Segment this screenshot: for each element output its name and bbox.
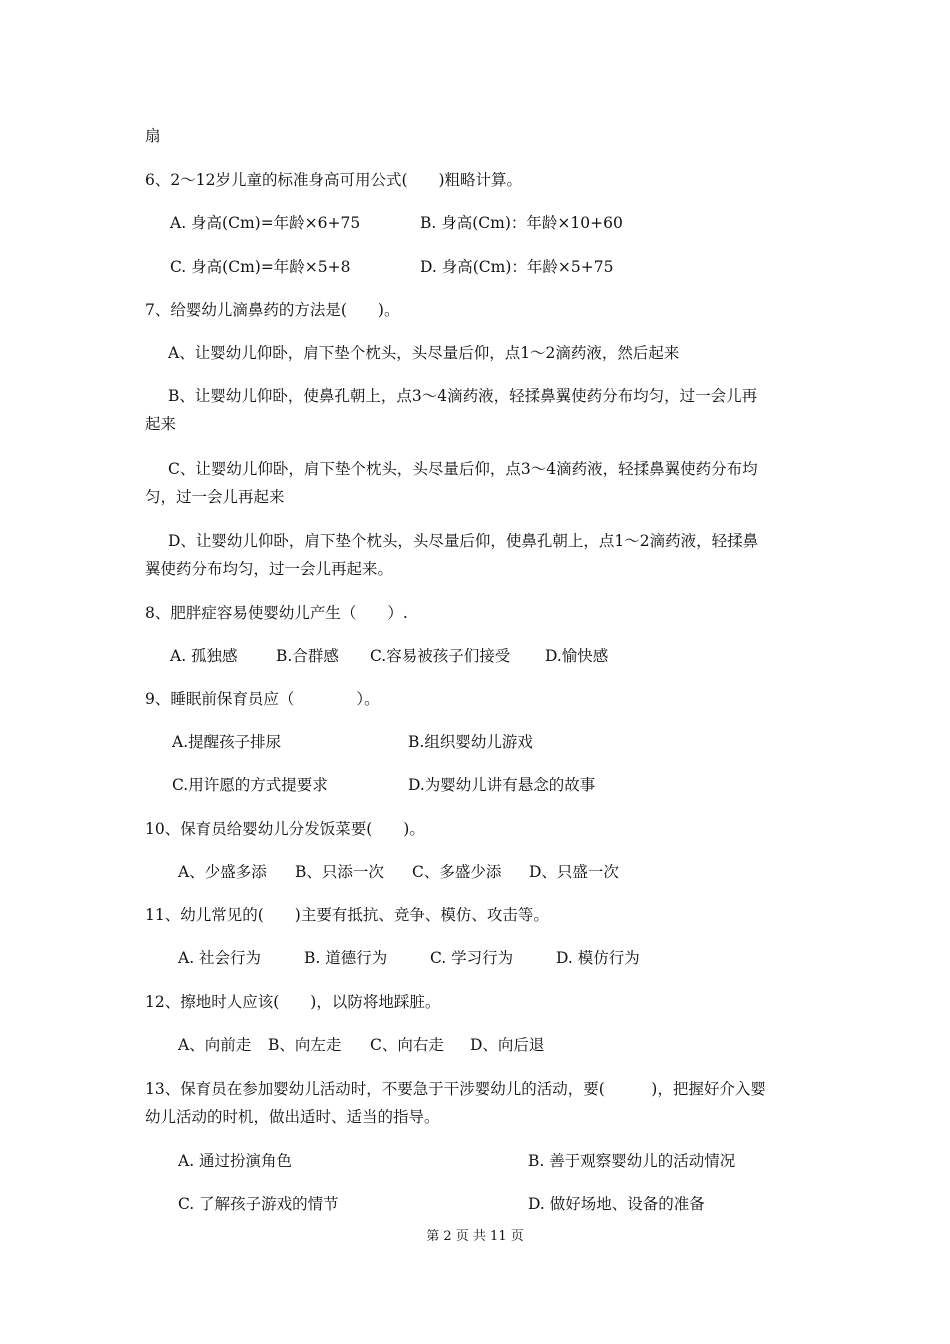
q7-option-a: A、让婴幼儿仰卧，肩下垫个枕头，头尽量后仰，点1～2滴药液，然后起来 (168, 344, 680, 362)
page-number: 第 2 页 共 11 页 (426, 1229, 524, 1244)
q6-option-d: D. 身高(Cm)：年龄×5+75 (420, 258, 614, 276)
q12-option-a: A、向前走 (178, 1036, 252, 1054)
q11-option-c: C. 学习行为 (430, 949, 514, 967)
question-12: 12、擦地时人应该( )，以防将地踩脏。 (145, 993, 441, 1011)
question-11: 11、幼儿常见的( )主要有抵抗、竞争、模仿、攻击等。 (145, 906, 549, 924)
q7-option-b: B、让婴幼儿仰卧，使鼻孔朝上，点3～4滴药液，轻揉鼻翼使药分布均匀，过一会儿再 (168, 387, 758, 405)
q12-option-c: C、向右走 (370, 1036, 444, 1054)
question-7: 7、给婴幼儿滴鼻药的方法是( )。 (145, 301, 400, 319)
q8-option-b: B.合群感 (276, 647, 339, 665)
q10-option-c: C、多盛少添 (412, 863, 502, 881)
q12-option-d: D、向后退 (470, 1036, 545, 1054)
question-6: 6、2～12岁儿童的标准身高可用公式( )粗略计算。 (145, 171, 523, 189)
q9-option-d: D.为婴幼儿讲有悬念的故事 (408, 776, 596, 794)
q9-option-a: A.提醒孩子排尿 (172, 733, 282, 751)
q11-option-d: D. 模仿行为 (556, 949, 640, 967)
q13-option-d: D. 做好场地、设备的准备 (528, 1195, 705, 1213)
q10-option-a: A、少盛多添 (178, 863, 267, 881)
q13-option-c: C. 了解孩子游戏的情节 (178, 1195, 339, 1213)
q13-option-b: B. 善于观察婴幼儿的活动情况 (528, 1152, 736, 1170)
q11-option-a: A. 社会行为 (178, 949, 262, 967)
q7-option-c-cont: 匀，过一会儿再起来 (145, 488, 285, 506)
question-10: 10、保育员给婴幼儿分发饭菜要( )。 (145, 820, 425, 838)
question-13-cont: 幼儿活动的时机，做出适时、适当的指导。 (145, 1108, 440, 1126)
q9-option-b: B.组织婴幼儿游戏 (408, 733, 533, 751)
q12-option-b: B、向左走 (268, 1036, 342, 1054)
q7-option-c: C、让婴幼儿仰卧，肩下垫个枕头，头尽量后仰，点3～4滴药液，轻揉鼻翼使药分布均 (168, 460, 758, 478)
q7-option-d-cont: 翼使药分布均匀，过一会儿再起来。 (145, 560, 394, 578)
q10-option-d: D、只盛一次 (529, 863, 619, 881)
q8-option-a: A. 孤独感 (170, 647, 238, 665)
q7-option-d: D、让婴幼儿仰卧，肩下垫个枕头，头尽量后仰，使鼻孔朝上，点1～2滴药液，轻揉鼻 (168, 532, 759, 550)
q6-option-c: C. 身高(Cm)=年龄×5+8 (170, 258, 351, 276)
question-13: 13、保育员在参加婴幼儿活动时，不要急于干涉婴幼儿的活动，要( )，把握好介入婴 (145, 1080, 766, 1098)
q11-option-b: B. 道德行为 (304, 949, 388, 967)
q7-option-b-cont: 起来 (145, 415, 177, 433)
question-9: 9、睡眠前保育员应（ ）。 (145, 690, 380, 708)
question-8: 8、肥胖症容易使婴幼儿产生（ ）. (145, 604, 408, 622)
q8-option-d: D.愉快感 (545, 647, 609, 665)
q13-option-a: A. 通过扮演角色 (178, 1152, 293, 1170)
q10-option-b: B、只添一次 (295, 863, 384, 881)
q6-option-b: B. 身高(Cm)：年龄×10+60 (420, 214, 623, 232)
q8-option-c: C.容易被孩子们接受 (370, 647, 511, 665)
continued-text: 扇 (145, 127, 161, 145)
q6-option-a: A. 身高(Cm)=年龄×6+75 (170, 214, 361, 232)
q9-option-c: C.用许愿的方式提要求 (172, 776, 328, 794)
